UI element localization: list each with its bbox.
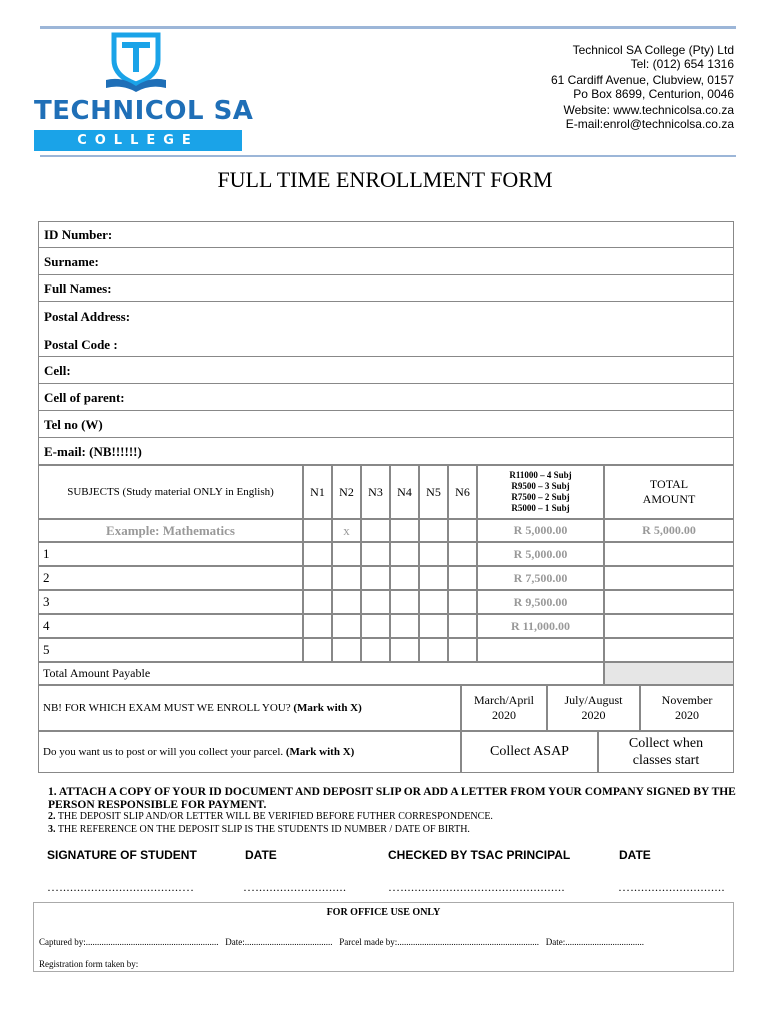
- field-cell[interactable]: Cell:: [38, 357, 734, 384]
- note-3-number: 3.: [48, 823, 56, 835]
- subjects-header-label: SUBJECTS: [67, 486, 120, 498]
- subject-row-2-total[interactable]: [604, 566, 734, 590]
- example-mark: x: [332, 519, 361, 542]
- example-total: R 5,000.00: [604, 519, 734, 542]
- note-2-number: 2.: [48, 811, 56, 822]
- exam-question-text: NB! FOR WHICH EXAM MUST WE ENROLL YOU?: [43, 702, 291, 714]
- contact-address: 61 Cardiff Avenue, Clubview, 0157: [550, 73, 734, 87]
- form-title: FULL TIME ENROLLMENT FORM: [217, 167, 553, 192]
- pricing-3-subj: R9500 – 3 Subj: [511, 481, 570, 491]
- logo-college-bar: COLLEGE: [34, 130, 242, 151]
- level-n3-header: N3: [361, 465, 390, 519]
- level-n5-header: N5: [419, 465, 448, 519]
- subject-row-3-price: R 9,500.00: [477, 590, 604, 614]
- office-use-box: [33, 902, 734, 972]
- signature-date-line[interactable]: …..........................: [243, 880, 347, 894]
- total-payable-value[interactable]: [604, 662, 734, 685]
- field-surname[interactable]: Surname:: [38, 248, 734, 275]
- subject-row-5-total[interactable]: [604, 638, 734, 662]
- postal-address-label: Postal Address:: [44, 309, 131, 324]
- exam-option-march-april[interactable]: March/April 2020: [461, 685, 547, 731]
- example-price: R 5,000.00: [477, 519, 604, 542]
- example-subject: Example: Mathematics: [38, 519, 303, 542]
- office-registration-taken-by[interactable]: Registration form taken by:: [39, 959, 139, 969]
- note-1: [48, 786, 738, 811]
- field-id-number[interactable]: ID Number:: [38, 221, 734, 248]
- subject-row-4[interactable]: 4: [38, 614, 303, 638]
- subject-row-3-total[interactable]: [604, 590, 734, 614]
- signature-student-line[interactable]: …...................................…: [47, 880, 195, 894]
- subject-row-5[interactable]: 5: [38, 638, 303, 662]
- field-tel-work[interactable]: Tel no (W): [38, 411, 734, 438]
- subject-row-4-total[interactable]: [604, 614, 734, 638]
- college-shield-icon: [100, 32, 172, 94]
- level-n6-header: N6: [448, 465, 477, 519]
- pricing-2-subj: R7500 – 2 Subj: [511, 492, 570, 502]
- subject-row-5-price: [477, 638, 604, 662]
- level-n1-header: N1: [303, 465, 332, 519]
- logo-wordmark: TECHNICOL SA: [34, 96, 254, 126]
- parcel-option-collect-later[interactable]: Collect when classes start: [598, 731, 734, 773]
- level-n4-header: N4: [390, 465, 419, 519]
- note-1-text: ATTACH A COPY OF YOUR ID DOCUMENT AND DEPOSIT SLIP OR ADD A LETTER FROM YOUR COMPANY SIGNED BY THE PERSON RESPONSIBLE FOR PAYMENT.: [48, 786, 736, 811]
- subject-row-2-price: R 7,500.00: [477, 566, 604, 590]
- exam-question: [38, 685, 461, 731]
- note-2: [48, 811, 738, 824]
- contact-website: Website: www.technicolsa.co.za: [563, 103, 734, 117]
- pricing-4-subj: R11000 – 4 Subj: [509, 470, 572, 480]
- exam-mark-hint: (Mark with X): [293, 702, 362, 714]
- pricing-1-subj: R5000 – 1 Subj: [511, 503, 570, 513]
- office-captured-row: [39, 937, 644, 947]
- subject-row-3[interactable]: 3: [38, 590, 303, 614]
- parcel-mark-hint: (Mark with X): [285, 746, 355, 758]
- pricing-header: [477, 465, 604, 519]
- level-n2-header: N2: [332, 465, 361, 519]
- subjects-header-note: (Study material ONLY in English): [122, 486, 274, 498]
- subject-row-1-price: R 5,000.00: [477, 542, 604, 566]
- subject-row-1-total[interactable]: [604, 542, 734, 566]
- subject-row-2[interactable]: 2: [38, 566, 303, 590]
- field-full-names[interactable]: Full Names:: [38, 275, 734, 302]
- exam-option-july-august[interactable]: July/August 2020: [547, 685, 640, 731]
- principal-check-line[interactable]: …...............................................: [388, 880, 565, 894]
- contact-tel: Tel: (012) 654 1316: [630, 57, 734, 71]
- subjects-header: [38, 465, 303, 519]
- subject-row-4-price: R 11,000.00: [477, 614, 604, 638]
- office-parcel-made-by[interactable]: Parcel made by:...............................................................: [339, 937, 539, 947]
- note-1-number: 1.: [48, 786, 57, 798]
- contact-email: E-mail:enrol@technicolsa.co.za: [565, 117, 734, 131]
- header-rule: [40, 155, 736, 157]
- note-3: [48, 824, 738, 837]
- postal-code-label: Postal Code :: [44, 337, 118, 352]
- principal-date-label: DATE: [619, 848, 651, 862]
- signature-date-label: DATE: [245, 848, 277, 862]
- total-amount-header: TOTAL AMOUNT: [604, 465, 734, 519]
- principal-date-line[interactable]: …...........................: [618, 880, 725, 894]
- office-date-2[interactable]: Date:...................................: [545, 937, 644, 947]
- field-cell-of-parent[interactable]: Cell of parent:: [38, 384, 734, 411]
- office-captured-by[interactable]: Captured by:...........................................................: [39, 937, 219, 947]
- parcel-question: [38, 731, 461, 773]
- contact-block: [551, 43, 734, 131]
- contact-pobox: Po Box 8699, Centurion, 0046: [573, 87, 734, 101]
- principal-check-label: CHECKED BY TSAC PRINCIPAL: [388, 848, 571, 862]
- office-use-heading: FOR OFFICE USE ONLY: [326, 907, 441, 918]
- parcel-question-text: Do you want us to post or will you collect your parcel.: [43, 746, 284, 758]
- field-postal-address[interactable]: [38, 302, 734, 357]
- note-3-text: THE REFERENCE ON THE DEPOSIT SLIP IS THE STUDENTS ID NUMBER / DATE OF BIRTH.: [57, 823, 470, 835]
- subject-row-1[interactable]: 1: [38, 542, 303, 566]
- office-date-1[interactable]: Date:.......................................: [225, 937, 333, 947]
- top-rule: [40, 26, 736, 29]
- total-payable-label: Total Amount Payable: [38, 662, 604, 685]
- note-2-text: THE DEPOSIT SLIP AND/OR LETTER WILL BE VERIFIED BEFORE FUTHER CORRESPONDENCE.: [57, 811, 493, 822]
- signature-student-label: SIGNATURE OF STUDENT: [47, 848, 197, 862]
- parcel-option-collect-asap[interactable]: Collect ASAP: [461, 731, 598, 773]
- field-email[interactable]: E-mail: (NB!!!!!!): [38, 438, 734, 465]
- exam-option-november[interactable]: November 2020: [640, 685, 734, 731]
- contact-company: Technicol SA College (Pty) Ltd: [572, 43, 734, 57]
- notes-block: [48, 786, 738, 836]
